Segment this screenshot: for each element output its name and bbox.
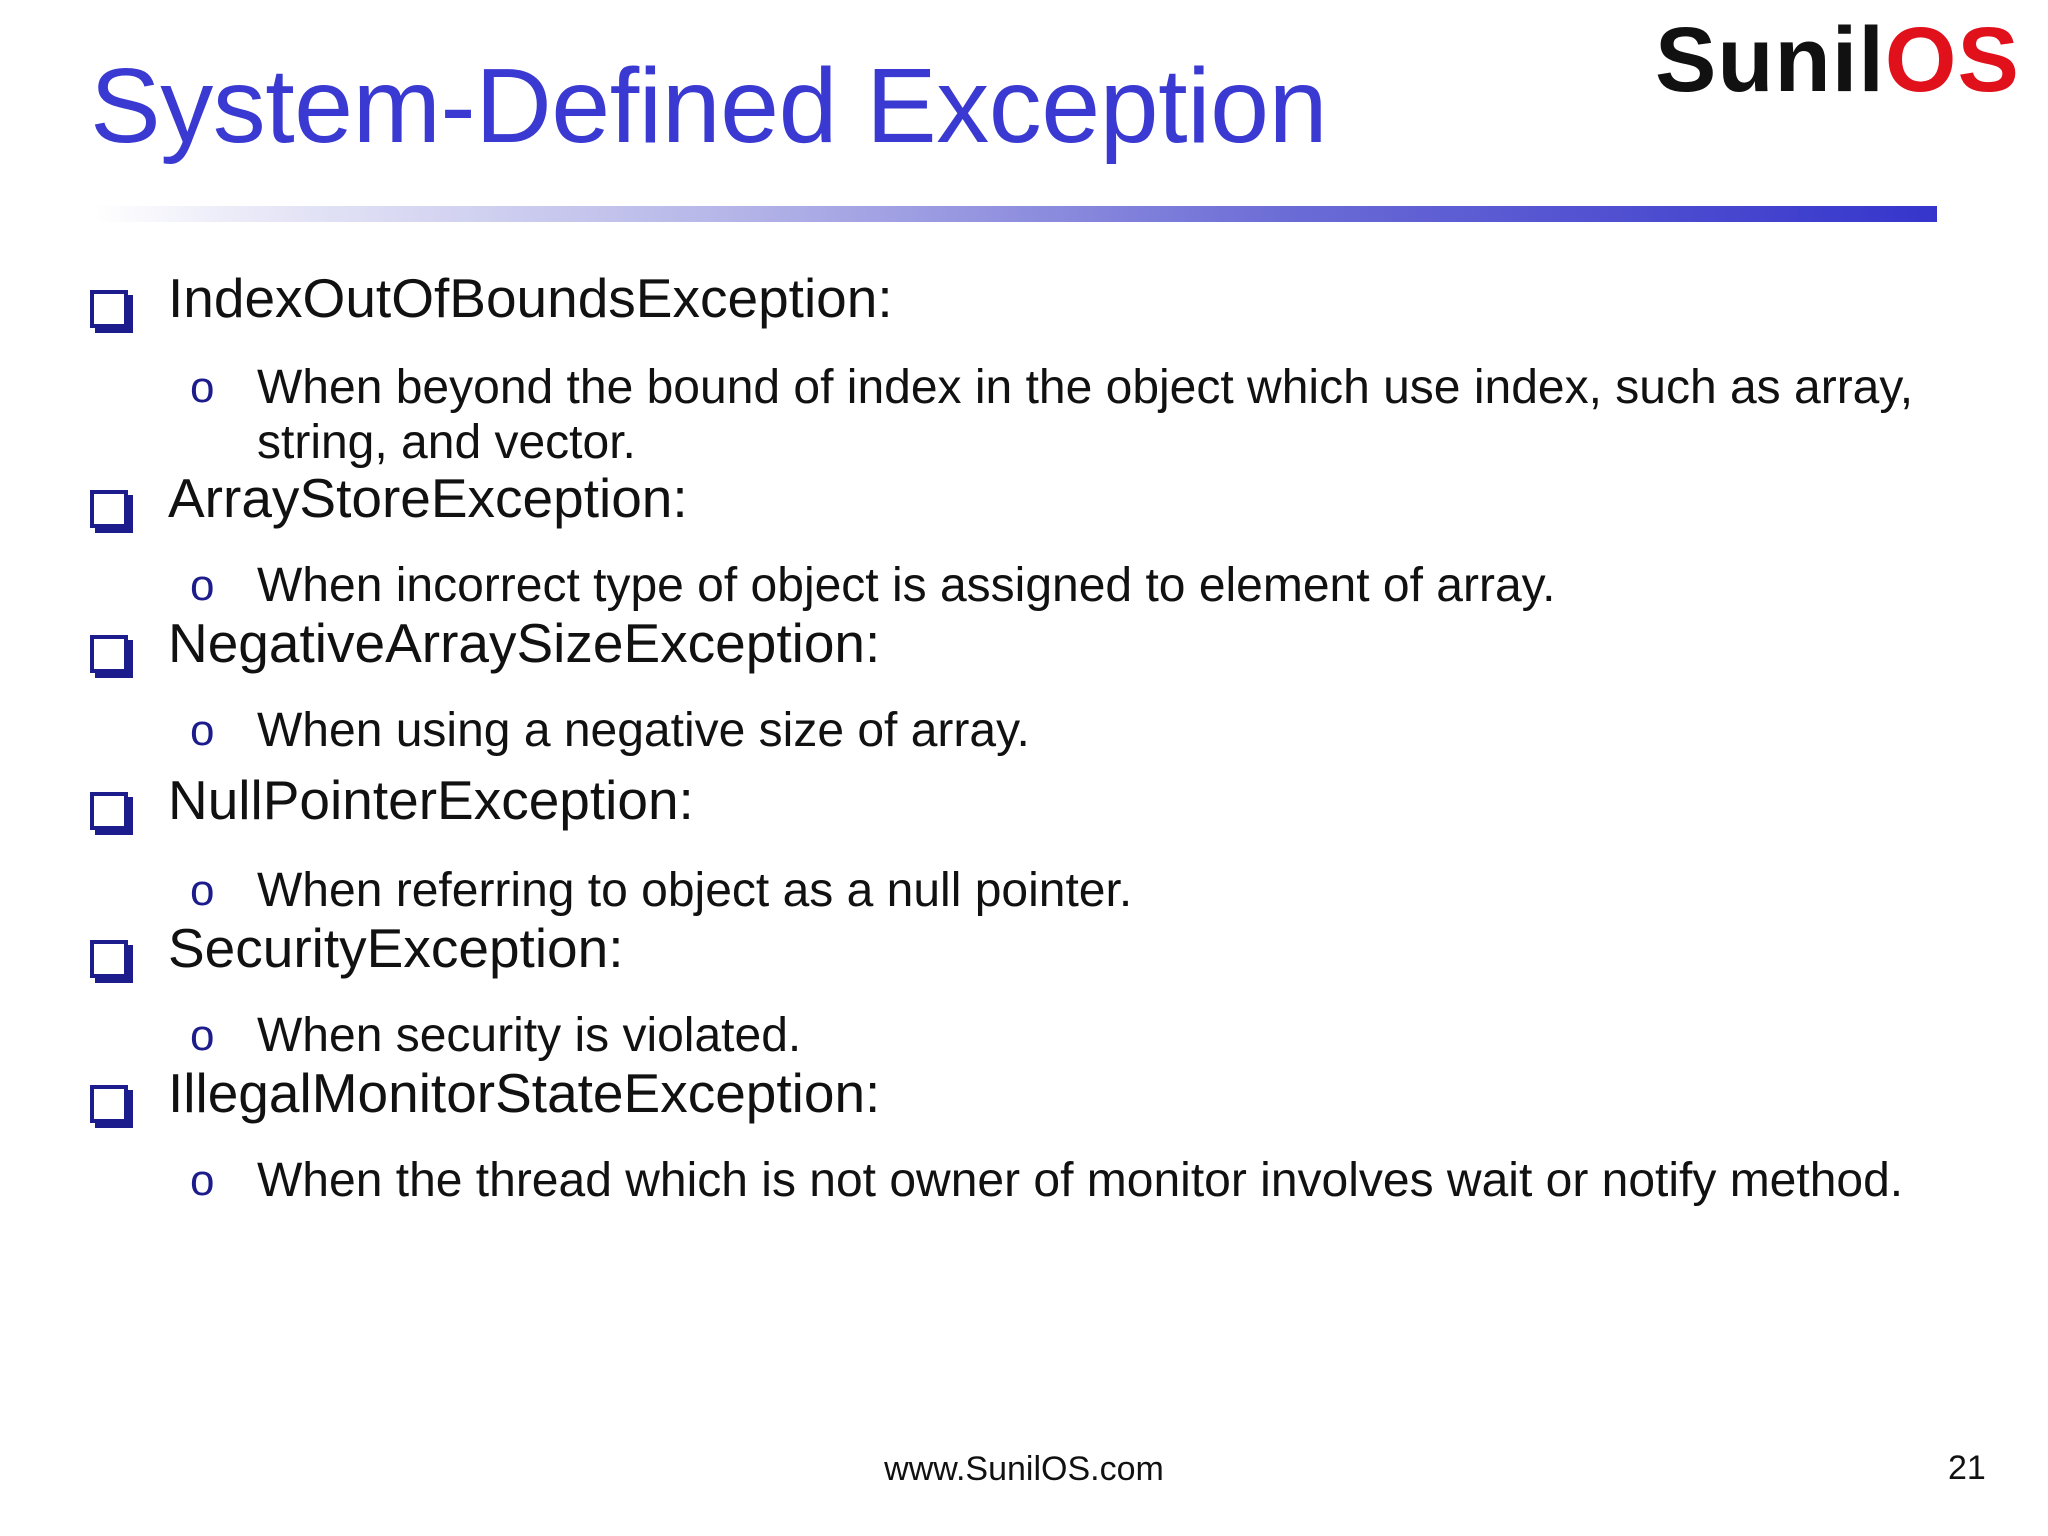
square-bullet-icon: [90, 1085, 128, 1123]
title-divider: [95, 206, 1937, 222]
exception-name: NegativeArraySizeException:: [168, 612, 881, 674]
logo-text-os: OS: [1884, 9, 2020, 111]
footer-url: www.SunilOS.com: [884, 1450, 1164, 1488]
logo: [1655, 10, 2020, 111]
circle-bullet-icon: o: [190, 1011, 215, 1060]
page-number: 21: [1948, 1449, 1986, 1487]
exception-name: NullPointerException:: [168, 769, 694, 831]
square-bullet-icon: [90, 940, 128, 978]
logo-text-sunil: Sunil: [1655, 9, 1885, 111]
slide-title: System-Defined Exception: [90, 47, 1328, 165]
square-bullet-icon: [90, 635, 128, 673]
square-bullet-icon: [90, 490, 128, 528]
circle-bullet-icon: o: [190, 706, 215, 755]
exception-description: When security is violated.: [257, 1009, 802, 1062]
exception-description: When beyond the bound of index in the object which use index, such as array, string, and vector.: [257, 361, 1914, 469]
exception-description: When the thread which is not owner of monitor involves wait or notify method.: [257, 1154, 1904, 1207]
exception-name: IllegalMonitorStateException:: [168, 1062, 881, 1124]
circle-bullet-icon: o: [190, 363, 215, 412]
exception-name: IndexOutOfBoundsException:: [168, 267, 893, 329]
square-bullet-icon: [90, 290, 128, 328]
circle-bullet-icon: o: [190, 866, 215, 915]
exception-description: When referring to object as a null pointer.: [257, 864, 1133, 917]
exception-name: ArrayStoreException:: [168, 467, 688, 529]
exception-description: When incorrect type of object is assigned to element of array.: [257, 559, 1556, 612]
exception-description: When using a negative size of array.: [257, 704, 1030, 757]
circle-bullet-icon: o: [190, 1156, 215, 1205]
square-bullet-icon: [90, 792, 128, 830]
exception-name: SecurityException:: [168, 917, 624, 979]
circle-bullet-icon: o: [190, 561, 215, 610]
